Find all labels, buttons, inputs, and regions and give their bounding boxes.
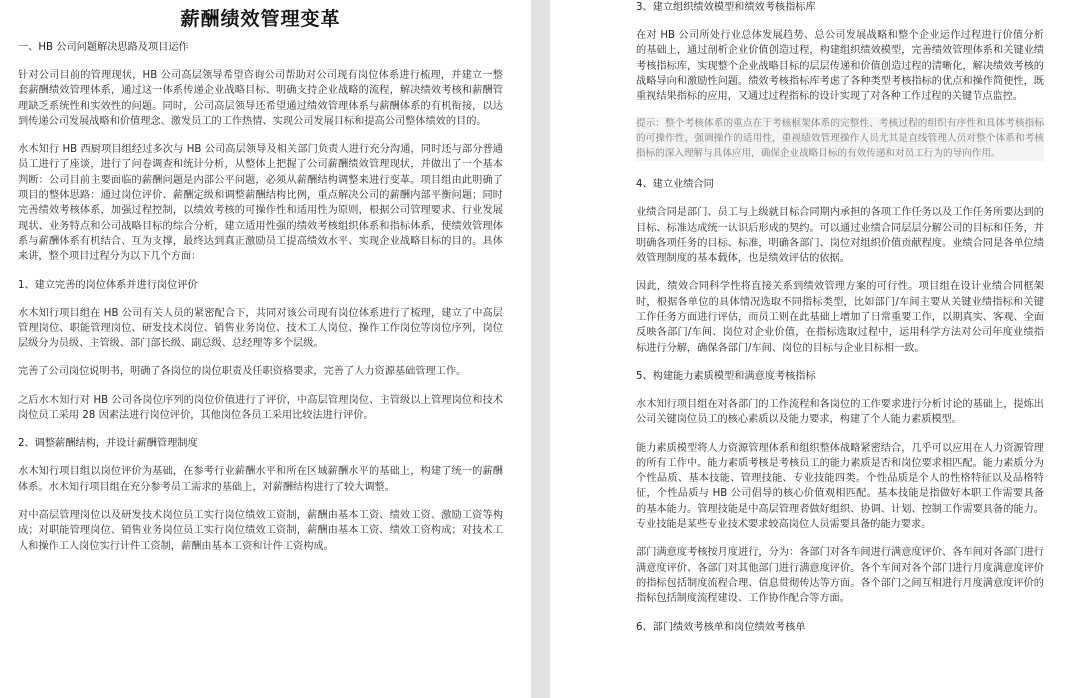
document-page-left: [0, 0, 531, 698]
paragraph: 针对公司目前的管理现状，HB 公司高层领导希望咨询公司帮助对公司现有岗位体系进行梳理，并建立一整套薪酬绩效管理体系，通过这一体系传递企业战略目标、明确支持企业战略的流程，解决绩效考核和薪酬管理缺乏系统性和实效性的问题。同时，公司高层领导还希望通过绩效管理体系与薪酬体系的有机衔接，以达到传递公司发展战略和价值理念、激发员工的工作热情、实现公司发展目标和提高公司整体绩效的目的。: [18, 70, 503, 127]
tip-note: 提示：整个考核体系的重点在于考核框架体系的完整性、考核过程的组织有序性和具体考核指标的可操作性，强调操作的适用性，重视绩效管理操作人员尤其是直线管理人员对整个体系和考核指标的深入理解与具体应用，确保企业战略目标的有效传递和对员工行为的导向作用。: [636, 117, 1044, 161]
page-title: 薪酬绩效管理变革: [180, 8, 341, 30]
section-heading: 1、建立完善的岗位体系并进行岗位评价: [18, 279, 198, 291]
section-heading: 5、构建能力素质模型和满意度考核指标: [636, 370, 816, 382]
paragraph: 水木知行项目组以岗位评价为基础，在参考行业薪酬水平和所在区域薪酬水平的基础上，构建了统一的薪酬体系。水木知行项目组在充分参考员工需求的基础上，对薪酬结构进行了较大调整。: [18, 466, 503, 493]
paragraph: 水木知行 HB 西厨项目组经过多次与 HB 公司高层领导及相关部门负责人进行充分沟通，同时还与部分普通员工进行了座谈，进行了问卷调查和统计分析，从整体上把握了公司薪酬绩效管理现状，并做出了一个基本判断：公司目前主要面临的薪酬问题是内部公平问题，必须从薪酬结构调整来进行变革。项目组由此明确了项目的整体思路：通过岗位评价、薪酬定级和调整薪酬结构比例，重点解决公司的薪酬内部平衡问题；同时完善绩效考核体系，加强过程控制，以绩效考核的可操作性和适用性为原则，根据公司管理要求、行业发展现状、业务特点和公司战略目标的综合分析，建立适用性强的绩效考核组织体系和指标体系，使绩效管理体系与薪酬体系有机结合、互为支撑，最终达到真正激励员工提高绩效水平、实现企业战略目标的目的。具体来讲，整个项目过程分为以下几个方面：: [18, 144, 503, 263]
page-gap: [531, 0, 550, 698]
section-heading: 一、HB 公司问题解决思路及项目运作: [18, 42, 189, 53]
paragraph: 能力素质模型将人力资源管理体系和组织整体战略紧密结合，几乎可以应用在人力资源管理的所有工作中。能力素质考核是考核员工的能力素质是否和岗位要求相匹配。能力素质分为个性品质、基本技能、管理技能、专业技能四类。个性品质是个人的性格特征以及品格特征，个性品质与 HB 公司倡导的核心价值观相匹配。基本技能是指做好本职工作需要具备的基本能力。管理技能是中高层管理者做好组织、协调、计划、控制工作需要具备的能力。专业技能是某些专业技术要求较高岗位人员需要具备的能力要求。: [636, 442, 1044, 531]
document-page-right: [550, 0, 1080, 698]
paragraph: 业绩合同是部门、员工与上级就目标合同期内承担的各项工作任务以及工作任务所要达到的目标、标准达成统一认识后形成的契约。可以通过业绩合同层层分解公司的目标和任务，并明确各项任务的目标、标准，明确各部门、岗位对组织价值贡献程度。业绩合同是各单位绩效管理制度的基本载体，也是绩效评估的依据。: [636, 207, 1044, 265]
paragraph: 部门满意度考核按月度进行，分为：各部门对各车间进行满意度评价、各车间对各部门进行满意度评价、各部门对其他部门进行满意度评价。各个车间对各个部门进行月度满意度评价的指标包括制度流程合理、信息贯彻传达等方面。各个部门之间互相进行月度满意度评价的指标包括制度流程建设、工作协作配合等方面。: [636, 547, 1044, 605]
paragraph: 因此，绩效合同科学性将直接关系到绩效管理方案的可行性。项目组在设计业绩合同框架时，根据各单位的具体情况选取不同指标类型，比如部门/车间主要从关键业绩指标和关键工作任务方面进行评估，而员工则在此基础上增加了日常重要工作，以期真实、客观、全面反映各部门/车间、岗位对企业价值，在指标选取过程中，运用科学方法对公司年度业绩指标进行分解，确保各部门/车间、岗位的目标与企业目标相一致。: [636, 281, 1044, 354]
section-heading: 4、建立业绩合同: [636, 179, 714, 191]
paragraph: 水木知行项目组在 HB 公司有关人员的紧密配合下，共同对该公司现有岗位体系进行了梳理，建立了中高层管理岗位、职能管理岗位、研发技术岗位、销售业务岗位、技术工人岗位、操作工作岗位等岗位序列，岗位层级分为员级、主管级、部门部长级、副总级、总经理等多个层级。: [18, 307, 503, 350]
paragraph: 完善了公司岗位说明书，明确了各岗位的岗位职责及任职资格要求，完善了人力资源基础管理工作。: [18, 366, 467, 378]
right-page-content: [636, 0, 1044, 635]
paragraph: 水木知行项目组在对各部门的工作流程和各岗位的工作要求进行分析讨论的基础上，提炼出公司关键岗位员工的核心素质以及能力要求，构建了个人能力素质模型。: [636, 398, 1044, 426]
paragraph: 在对 HB 公司所处行业总体发展趋势、总公司发展战略和整个企业运作过程进行价值分析的基础上，通过剖析企业价值创造过程，构建组织绩效模型，完善绩效管理体系和关键业绩考核指标库，实现整个企业战略目标的层层传递和价值创造过程的清晰化，解决绩效考核的战略导向和激励性问题。绩效考核指标库考虑了各种类型考核指标的优点和操作简便性，既重视结果指标的应用，又通过过程指标的设计实现了对各种工作过程的关键节点监控。: [636, 30, 1044, 103]
section-heading: 3、建立组织绩效模型和绩效考核指标库: [636, 2, 816, 13]
paragraph: 之后水木知行对 HB 公司各岗位序列的岗位价值进行了评价，中高层管理岗位、主管级以上管理岗位和技术岗位员工采用 28 因素法进行岗位评价，其他岗位各员工采用比较法进行评价。: [18, 394, 503, 422]
paragraph: 对中高层管理岗位以及研发技术岗位员工实行岗位绩效工资制，薪酬由基本工资、绩效工资、激励工资等构成；对职能管理岗位、销售业务岗位员工实行岗位绩效工资制，薪酬由基本工资、绩效工资构成；对技术工人和操作工人岗位实行计件工资制，薪酬由基本工资和计件工资构成。: [18, 509, 503, 552]
left-page-content: [18, 40, 503, 554]
section-heading: 6、部门绩效考核单和岗位绩效考核单: [636, 621, 806, 633]
section-heading: 2、调整薪酬结构，并设计薪酬管理制度: [18, 438, 198, 450]
